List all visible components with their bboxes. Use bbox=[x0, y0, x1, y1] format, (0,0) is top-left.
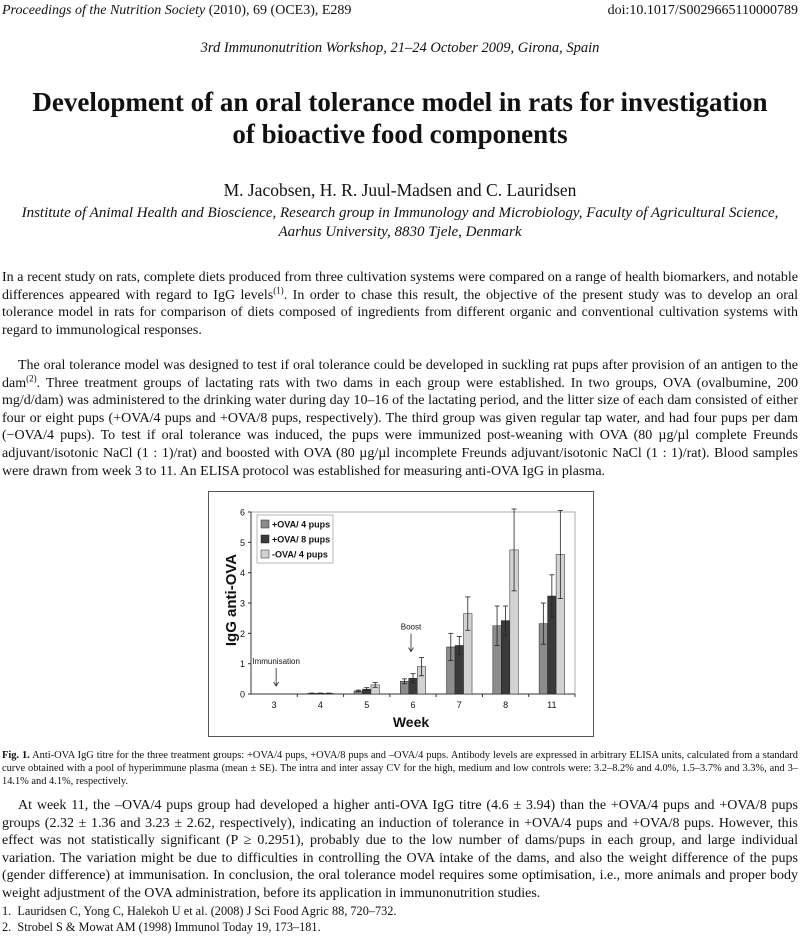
y-tick-label: 6 bbox=[239, 507, 245, 518]
legend-label: +OVA/ 4 pups bbox=[272, 519, 331, 530]
figure-caption bbox=[2, 749, 798, 788]
x-tick-label: 7 bbox=[456, 700, 462, 710]
caption-text: Anti-OVA IgG titre for the three treatment groups: +OVA/4 pups, +OVA/8 pups and –OVA/4 pups. Antibody levels are expressed in arbitrary ELISA units, calculated from a standard curve obtained with a pool of hyperimmune plasma (mean ± SE). The intra and inter assay CV for the high, medium and low controls were: 3.2–8.2% and 4.0%, 1.5–3.7% and 3.3%, and 3–14.1% and 4.1%, respectively. bbox=[2, 750, 798, 787]
references bbox=[2, 904, 798, 935]
x-tick-label: 3 bbox=[271, 700, 277, 710]
y-tick-label: 0 bbox=[239, 689, 245, 700]
y-tick-label: 1 bbox=[239, 659, 245, 670]
x-tick-label: 5 bbox=[364, 700, 370, 710]
x-tick-label: 4 bbox=[317, 700, 323, 710]
reference-item bbox=[2, 920, 798, 936]
journal-name: Proceedings of the Nutrition Society bbox=[2, 3, 206, 18]
legend-swatch bbox=[261, 535, 269, 543]
paragraph-methods bbox=[2, 357, 798, 480]
bar-chart bbox=[209, 492, 593, 736]
x-tick-label: 6 bbox=[410, 700, 416, 710]
paragraph-results: At week 11, the –OVA/4 pups group had developed a higher anti-OVA IgG titre (4.6 ± 3.94) than the +OVA/4 pups and +OVA/8 pups groups (2.32 ± 1.36 and 3.23 ± 2.62, respectively), indicating an induction of tolerance in +OVA/4 pups and +OVA/8 pups. However, this effect was not statistically significant (P ≥ 0.2951), probably due to the low number of dams/pups in each group, and large individual variation. The variation might be due to difficulties in controlling the OVA intake of the dams, and also the weight difference of the pups (gender difference) at immunisation. In conclusion, the oral tolerance model requires some optimisation, i.e., more animals and proper body weight adjustment of the OVA administration, before its application in immunonutrition studies. bbox=[2, 798, 798, 901]
paper-title: Development of an oral tolerance model in rats for investigation of bioactive food components bbox=[32, 87, 768, 149]
reference-number: 2. bbox=[2, 919, 12, 934]
x-tick-label: 11 bbox=[547, 700, 557, 710]
y-tick-label: 3 bbox=[239, 598, 245, 609]
authors: M. Jacobsen, H. R. Juul-Madsen and C. Lauridsen bbox=[223, 180, 577, 200]
y-tick-label: 5 bbox=[239, 537, 245, 548]
legend-swatch bbox=[261, 550, 269, 558]
y-tick-label: 4 bbox=[239, 568, 245, 579]
affiliation: Institute of Animal Health and Bioscience, Research group in Immunology and Microbiology, Faculty of Agricultural Science, Aarhus University, 8830 Tjele, Denmark bbox=[21, 205, 779, 240]
reference-item bbox=[2, 904, 798, 920]
paragraph-text: The oral tolerance model was designed to test if oral tolerance could be developed in suckling rat pups after provision of an antigen to the dam bbox=[2, 358, 798, 391]
reference-text: Lauridsen C, Yong C, Halekoh U et al. (2008) J Sci Food Agric 88, 720–732. bbox=[17, 904, 397, 918]
reference-marker[interactable]: (2) bbox=[26, 372, 37, 383]
legend-label: -OVA/ 4 pups bbox=[272, 549, 328, 560]
legend-swatch bbox=[261, 520, 269, 528]
paragraph-text: . In order to chase this result, the objective of the present study was to develop an oral tolerance model in rats for comparison of diets composed of ingredients from different organic and conventional cultivation systems with regard to immunological responses. bbox=[2, 287, 798, 338]
legend-label: +OVA/ 8 pups bbox=[272, 534, 331, 545]
reference-text: Strobel S & Mowat AM (1998) Immunol Today 19, 173–181. bbox=[17, 919, 321, 934]
running-header bbox=[2, 3, 798, 19]
caption-label: Fig. 1. bbox=[2, 750, 30, 761]
workshop-line: 3rd Immunonutrition Workshop, 21–24 October 2009, Girona, Spain bbox=[200, 40, 600, 56]
paragraph-text: In a recent study on rats, complete diets produced from three cultivation systems were compared on a range of health biomarkers, and notable differences appeared with regard to IgG levels bbox=[2, 270, 798, 303]
annotation-label: Boost bbox=[400, 622, 422, 632]
figure-1 bbox=[208, 491, 594, 737]
journal-citation bbox=[2, 3, 351, 19]
citation: (2010), 69 (OCE3), E289 bbox=[208, 3, 352, 18]
paragraph-intro bbox=[2, 269, 798, 339]
y-tick-label: 2 bbox=[239, 628, 245, 639]
x-axis-label: Week bbox=[392, 714, 430, 730]
reference-marker[interactable]: (1) bbox=[273, 284, 284, 295]
x-tick-label: 8 bbox=[503, 700, 509, 710]
doi[interactable]: doi:10.1017/S0029665110000789 bbox=[607, 3, 798, 18]
y-axis-label: IgG anti-OVA bbox=[223, 553, 240, 647]
paragraph-text: . Three treatment groups of lactating rats with two dams in each group were established. In two groups, OVA (ovalbumine, 200 mg/d/dam) was administered to the drinking water during day 10–16 of the lactating period, and the litter size of each dam consisted of either four or eight pups (+OVA/4 pups and +OVA/8 pups, respectively). The third group was given regular tap water, and had four pups per dam (−OVA/4 pups). To test if oral tolerance was induced, the pups were immunized post-weaning with OVA (80 µg/µl complete Freunds adjuvant/isotonic NaCl (1 : 1)/rat) and boosted with OVA (80 µg/µl incomplete Freunds adjuvant/isotonic NaCl (1 : 1)/rat). Blood samples were drawn from week 3 to 11. An ELISA protocol was established for measuring anti-OVA IgG in plasma. bbox=[2, 375, 798, 479]
reference-number: 1. bbox=[2, 904, 12, 918]
annotation-label: Immunisation bbox=[252, 657, 300, 666]
